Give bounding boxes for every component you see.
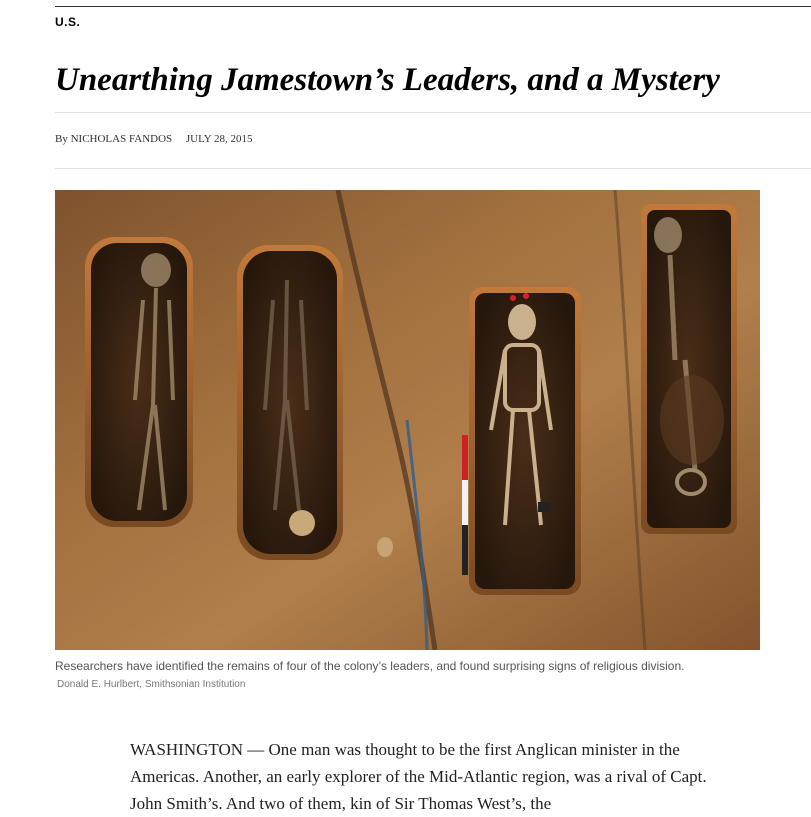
section-link-us[interactable]: U.S.: [55, 15, 81, 29]
article-body-paragraph: WASHINGTON — One man was thought to be the first Anglican minister in the Americas. Another, an early explorer of the Mid-Atlantic region, was a rival of Capt. John Smith’s. And two of them, kin of Sir Thomas West’s, the: [130, 740, 707, 813]
photo-credit: Donald E. Hurlbert, Smithsonian Institution: [57, 679, 246, 690]
grave-1: [85, 237, 193, 527]
article-headline: Unearthing Jamestown’s Leaders, and a Mystery: [55, 62, 720, 98]
measuring-rod: [462, 435, 468, 575]
byline-prefix: By: [55, 133, 68, 145]
grave-4: [641, 204, 737, 534]
byline-divider: [55, 168, 811, 169]
publish-date: JULY 28, 2015: [185, 133, 253, 145]
photo-caption: [55, 658, 695, 693]
article-photo[interactable]: [55, 190, 760, 650]
grave-3: [469, 287, 581, 595]
top-rule: [55, 6, 811, 7]
caption-text: Researchers have identified the remains of four of the colony’s leaders, and found surprising signs of religious division.: [55, 659, 685, 673]
author-link[interactable]: NICHOLAS FANDOS: [70, 133, 173, 145]
byline: [55, 133, 253, 145]
headline-divider: [55, 112, 811, 113]
grave-2: [237, 245, 343, 560]
